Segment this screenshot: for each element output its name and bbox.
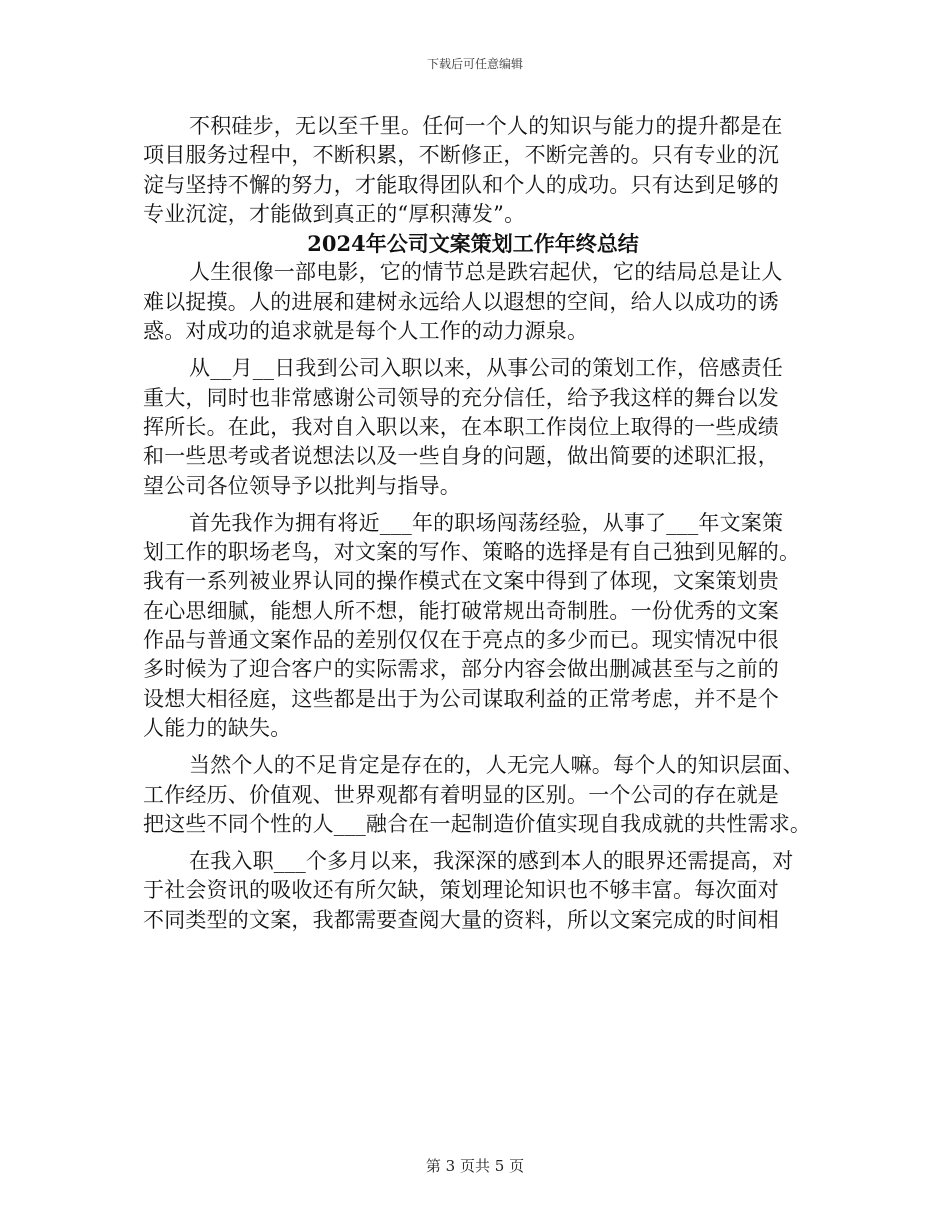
- document-body: [143, 112, 812, 935]
- text-line: 不积硅步，无以至千里。任何一个人的知识与能力的提升都是在: [189, 114, 783, 138]
- text-line: 于社会资讯的吸收还有所欠缺，策划理论知识也不够丰富。每次面对: [143, 878, 779, 903]
- paragraph: [143, 258, 803, 346]
- text-line: 人生很像一部电影，它的情节总是跌宕起伏，它的结局总是让人: [189, 260, 783, 285]
- text-line: 工作经历、价值观、世界观都有着明显的区别。一个公司的存在就是: [143, 782, 779, 807]
- text-line: 和一些思考或者说想法以及一些自身的问题，做出简要的述职汇报，: [143, 444, 779, 469]
- text-line: 在心思细腻，能想人所不想，能打破常规出奇制胜。一份优秀的文案: [143, 598, 779, 623]
- text-line: 把这些不同个性的人___融合在一起制造价值实现自我成就的共性需求。: [143, 811, 812, 836]
- page-header: 下载后可任意编辑: [426, 57, 523, 71]
- text-line: 当然个人的不足肯定是存在的，人无完人嘛。每个人的知识层面、: [189, 753, 804, 778]
- text-line: 重大，同时也非常感谢公司领导的充分信任，给予我这样的舞台以发: [143, 385, 779, 410]
- paragraph: [143, 847, 803, 935]
- text-line: 难以捉摸。人的进展和建树永远给人以遐想的空间，给人以成功的诱: [143, 289, 779, 314]
- text-line: 淀与坚持不懈的努力，才能取得团队和个人的成功。只有达到足够的: [143, 172, 779, 197]
- text-line: 不同类型的文案，我都需要查阅大量的资料，所以文案完成的时间相: [143, 907, 779, 932]
- text-line: 划工作的职场老鸟，对文案的写作、策略的选择是有自己独到见解的。: [143, 540, 801, 565]
- paragraph: [143, 354, 803, 500]
- text-line: 设想大相径庭，这些都是出于为公司谋取利益的正常考虑，并不是个: [143, 686, 779, 711]
- document-title: 2024年公司文案策划工作年终总结: [307, 231, 639, 257]
- text-line: 首先我作为拥有将近___年的职场闯荡经验，从事了___年文案策: [189, 510, 784, 535]
- text-line: 惑。对成功的追求就是每个人工作的动力源泉。: [143, 319, 589, 344]
- paragraph: [143, 509, 803, 743]
- text-line: 作品与普通文案作品的差别仅仅在于亮点的多少而已。现实情况中很: [143, 628, 779, 653]
- text-line: 人能力的缺失。: [143, 715, 292, 740]
- text-line: 项目服务过程中，不断积累，不断修正，不断完善的。只有专业的沉: [143, 143, 779, 168]
- text-line: 我有一系列被业界认同的操作模式在文案中得到了体现，文案策划贵: [143, 569, 779, 594]
- text-line: 挥所长。在此，我对自入职以来，在本职工作岗位上取得的一些成绩: [143, 414, 779, 439]
- intro-paragraph: [143, 112, 803, 229]
- text-line: 望公司各位领导予以批判与指导。: [143, 473, 461, 498]
- page-number: 第 3 页共 5 页: [425, 1157, 525, 1175]
- text-line: 在我入职___个多月以来，我深深的感到本人的眼界还需提高，对: [189, 849, 794, 874]
- text-line: 从__月__日我到公司入职以来，从事公司的策划工作，倍感责任: [189, 356, 783, 381]
- text-line: 多时候为了迎合客户的实际需求，部分内容会做出删减甚至与之前的: [143, 657, 779, 682]
- text-line: 专业沉淀，才能做到真正的“厚积薄发”。: [143, 201, 526, 226]
- paragraph: [143, 751, 812, 839]
